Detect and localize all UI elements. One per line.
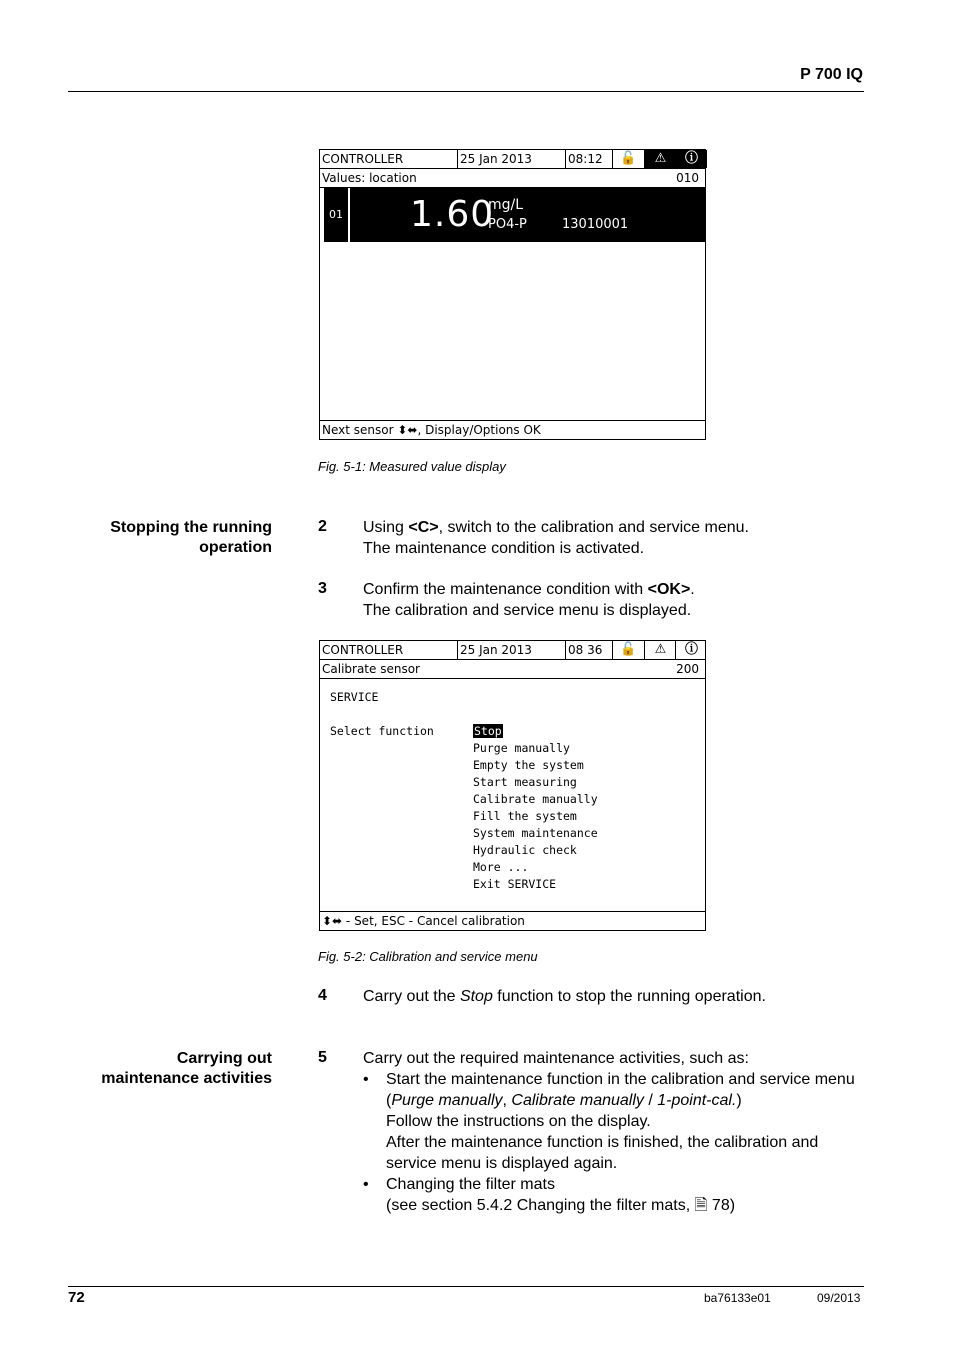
step-line: The maintenance condition is activated.	[363, 540, 645, 557]
status-time: 08 36	[565, 641, 613, 659]
sub-bar-label: Calibrate sensor	[322, 662, 420, 676]
bullet-line: (see section 5.4.2 Changing the filter mats, 🗎 78)	[386, 1197, 736, 1214]
step-line: Confirm the maintenance condition with <OK>.	[363, 581, 695, 598]
page-header-title: P 700 IQ	[800, 66, 863, 83]
heading-line: operation	[199, 539, 272, 556]
document-number: ba76133e01	[704, 1291, 771, 1305]
info-icon: ⓘ	[675, 641, 707, 659]
figure-caption-1: Fig. 5-1: Measured value display	[318, 459, 506, 474]
measurement-box	[350, 188, 705, 242]
select-function-label: Select function	[330, 724, 434, 738]
measured-unit: mg/L	[488, 197, 524, 213]
step-text	[363, 1048, 863, 1216]
menu-item-calibrate[interactable]: Calibrate manually	[473, 792, 598, 806]
status-time: 08:12	[565, 150, 613, 168]
menu-item-fill[interactable]: Fill the system	[473, 809, 577, 823]
page-number: 72	[68, 1289, 85, 1306]
warning-icon: ⚠	[644, 641, 676, 659]
menu-item-stop[interactable]: Stop	[474, 724, 502, 738]
bullet-line: Follow the instructions on the display.	[386, 1113, 651, 1130]
lock-icon: 🔓	[612, 150, 644, 168]
menu-item-more[interactable]: More ...	[473, 860, 529, 874]
measured-parameter: PO4-P	[488, 217, 527, 232]
status-bar	[320, 641, 705, 660]
status-date: 25 Jan 2013	[457, 641, 564, 659]
section-heading-stopping	[110, 518, 272, 558]
menu-item-exit[interactable]: Exit SERVICE	[473, 877, 557, 891]
menu-item-purge[interactable]: Purge manually	[473, 741, 570, 755]
footer-rule	[68, 1286, 864, 1287]
document-date: 09/2013	[817, 1291, 861, 1305]
key-label: <C>	[408, 519, 439, 536]
status-mode: CONTROLLER	[322, 152, 404, 166]
screen-footer: ⬍⬌ - Set, ESC - Cancel calibration	[320, 911, 705, 930]
service-menu-screen	[319, 640, 706, 931]
sensor-serial: 13010001	[562, 217, 629, 232]
function-name: Stop	[459, 988, 493, 1005]
step-number: 5	[318, 1049, 327, 1066]
status-bar	[320, 150, 705, 169]
channel-number: 01	[324, 188, 348, 242]
warning-icon: ⚠	[644, 150, 676, 168]
step-text: Carry out the Stop function to stop the running operation.	[363, 988, 766, 1005]
bullet-item	[363, 1174, 863, 1216]
info-icon: ⓘ	[675, 150, 707, 168]
step-line: Using <C>, switch to the calibration and service menu.	[363, 519, 749, 536]
heading-line: Carrying out	[176, 1050, 272, 1067]
menu-item-start[interactable]: Start measuring	[473, 775, 577, 789]
screen-footer: Next sensor ⬍⬌, Display/Options OK	[320, 420, 705, 439]
menu-item-maintenance[interactable]: System maintenance	[473, 826, 598, 840]
step-line: The calibration and service menu is displayed.	[363, 602, 692, 619]
status-mode: CONTROLLER	[322, 643, 404, 657]
section-heading-maintenance	[101, 1049, 272, 1089]
bullet-item: • Start the maintenance function in the calibration and service menu (Purge manually, Calibrate manually / 1-point-cal.) Follow the instructions on the display. After the maintenance function is finished, the calibration and service menu is displayed again.	[363, 1069, 863, 1174]
menu-item-empty[interactable]: Empty the system	[473, 758, 584, 772]
step-number: 3	[318, 580, 327, 597]
step-text	[363, 517, 863, 559]
heading-line: Stopping the running	[110, 519, 272, 536]
bullet-line: • Changing the filter mats	[386, 1176, 555, 1193]
bullet-line: After the maintenance function is finished, the calibration and service menu is displayed again.	[386, 1134, 819, 1172]
figure-caption-2: Fig. 5-2: Calibration and service menu	[318, 949, 538, 964]
sub-bar	[320, 660, 705, 679]
sub-bar-code: 200	[676, 662, 699, 676]
service-title: SERVICE	[330, 690, 379, 704]
bullet-list	[363, 1069, 863, 1216]
sub-bar-label: Values: location	[322, 171, 417, 185]
step-number: 2	[318, 518, 327, 535]
status-date: 25 Jan 2013	[457, 150, 564, 168]
step-text	[363, 579, 863, 621]
measured-value-screen	[319, 149, 706, 440]
header-rule	[68, 91, 864, 92]
lock-icon: 🔓	[612, 641, 644, 659]
step-number: 4	[318, 987, 327, 1004]
step-intro: Carry out the required maintenance activities, such as:	[363, 1050, 749, 1067]
menu-item-hydraulic[interactable]: Hydraulic check	[473, 843, 577, 857]
heading-line: maintenance activities	[101, 1070, 272, 1087]
key-label: <OK>	[647, 581, 691, 598]
sub-bar-code: 010	[676, 171, 699, 185]
sub-bar	[320, 169, 705, 188]
measured-value: 1.60	[410, 194, 495, 235]
